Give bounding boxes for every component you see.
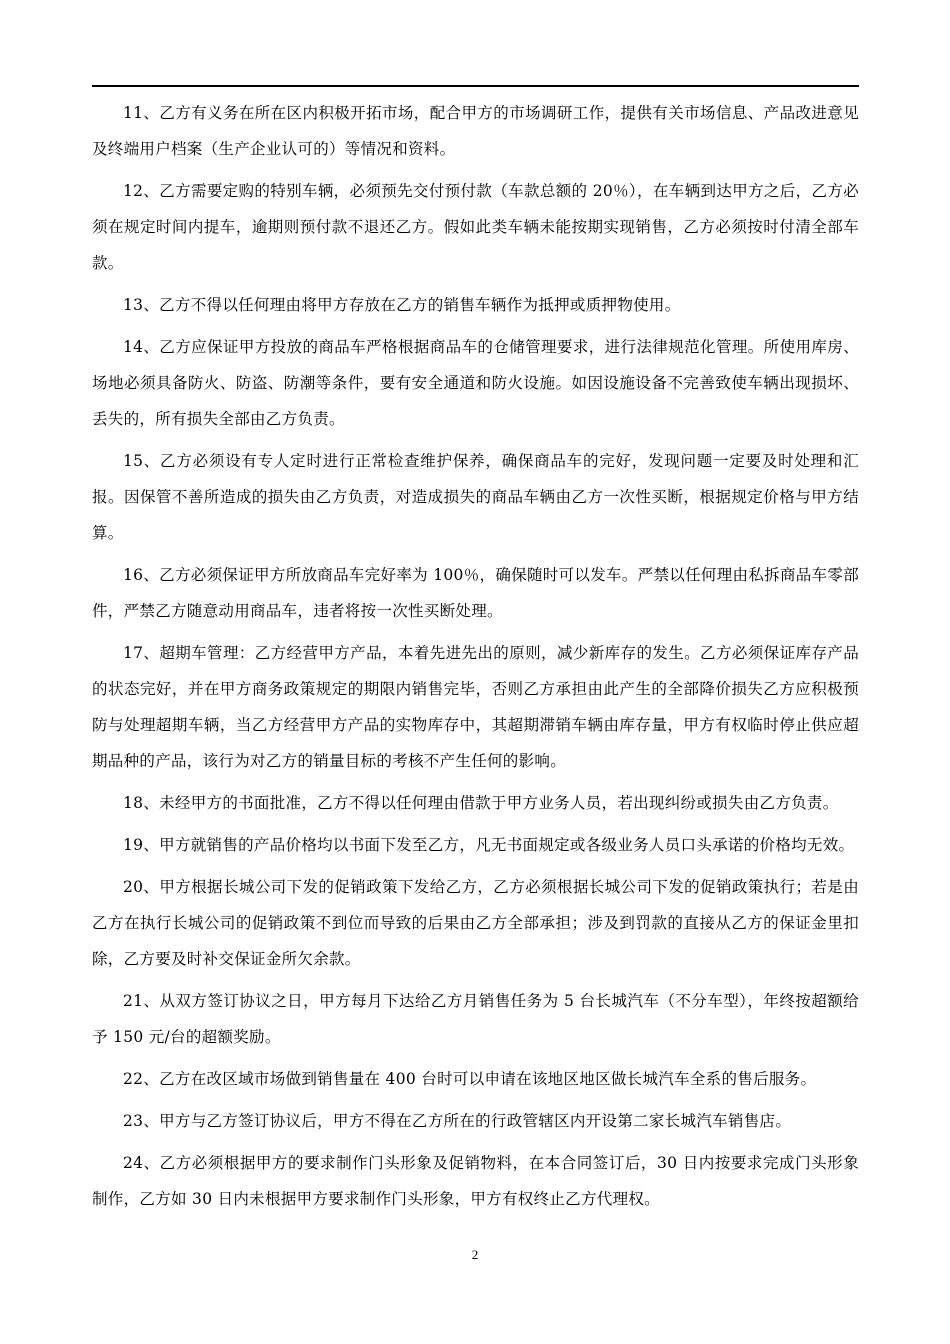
clause-22: 22、乙方在改区域市场做到销售量在 400 台时可以申请在该地区地区做长城汽车全系的售后服务。 <box>123 1070 817 1088</box>
clause-15: 15、乙方必须设有专人定时进行正常检查维护保养，确保商品车的完好，发现问题一定要及时处理和汇报。因保管不善所造成的损失由乙方负责，对造成损失的商品车辆由乙方一次性买断，根据规定价格与甲方结算。 <box>92 452 859 542</box>
document-body <box>92 95 859 1223</box>
clause-14: 14、乙方应保证甲方投放的商品车严格根据商品车的仓储管理要求，进行法律规范化管理。所使用库房、场地必须具备防火、防盗、防潮等条件，要有安全通道和防火设施。如因设施设备不完善致使车辆出现损坏、丢失的，所有损失全部由乙方负责。 <box>92 338 859 428</box>
page-number: 2 <box>471 1247 479 1262</box>
clause-13: 13、乙方不得以任何理由将甲方存放在乙方的销售车辆作为抵押或质押物使用。 <box>123 296 681 314</box>
clause-18: 18、未经甲方的书面批准，乙方不得以任何理由借款于甲方业务人员，若出现纠纷或损失由乙方负责。 <box>123 794 839 812</box>
clause-19: 19、甲方就销售的产品价格均以书面下发至乙方，凡无书面规定或各级业务人员口头承诺的价格均无效。 <box>123 836 855 854</box>
header-rule <box>92 85 859 87</box>
clause-17: 17、超期车管理：乙方经营甲方产品，本着先进先出的原则，减少新库存的发生。乙方必须保证库存产品的状态完好，并在甲方商务政策规定的期限内销售完毕，否则乙方承担由此产生的全部降价损失乙方应积极预防与处理超期车辆，当乙方经营甲方产品的实物库存中，其超期滞销车辆由库存量，甲方有权临时停止供应超期品种的产品，该行为对乙方的销量目标的考核不产生任何的影响。 <box>92 644 859 770</box>
clause-20: 20、甲方根据长城公司下发的促销政策下发给乙方，乙方必须根据长城公司下发的促销政策执行；若是由乙方在执行长城公司的促销政策不到位而导致的后果由乙方全部承担；涉及到罚款的直接从乙方的保证金里扣除，乙方要及时补交保证金所欠余款。 <box>92 878 859 968</box>
clause-24: 24、乙方必须根据甲方的要求制作门头形象及促销物料，在本合同签订后，30 日内按要求完成门头形象制作，乙方如 30 日内未根据甲方要求制作门头形象，甲方有权终止乙方代理权。 <box>92 1154 859 1208</box>
clause-21: 21、从双方签订协议之日，甲方每月下达给乙方月销售任务为 5 台长城汽车（不分车型），年终按超额给予 150 元/台的超额奖励。 <box>92 992 859 1046</box>
clause-23: 23、甲方与乙方签订协议后，甲方不得在乙方所在的行政管辖区内开设第二家长城汽车销售店。 <box>123 1112 792 1130</box>
clause-11: 11、乙方有义务在所在区内积极开拓市场，配合甲方的市场调研工作，提供有关市场信息、产品改进意见及终端用户档案（生产企业认可的）等情况和资料。 <box>92 104 859 158</box>
clause-12: 12、乙方需要定购的特别车辆，必须预先交付预付款（车款总额的 20％），在车辆到达甲方之后，乙方必须在规定时间内提车，逾期则预付款不退还乙方。假如此类车辆未能按期实现销售，乙方必须按时付清全部车款。 <box>92 182 859 272</box>
clause-16: 16、乙方必须保证甲方所放商品车完好率为 100％，确保随时可以发车。严禁以任何理由私拆商品车零部件，严禁乙方随意动用商品车，违者将按一次性买断处理。 <box>92 566 860 620</box>
